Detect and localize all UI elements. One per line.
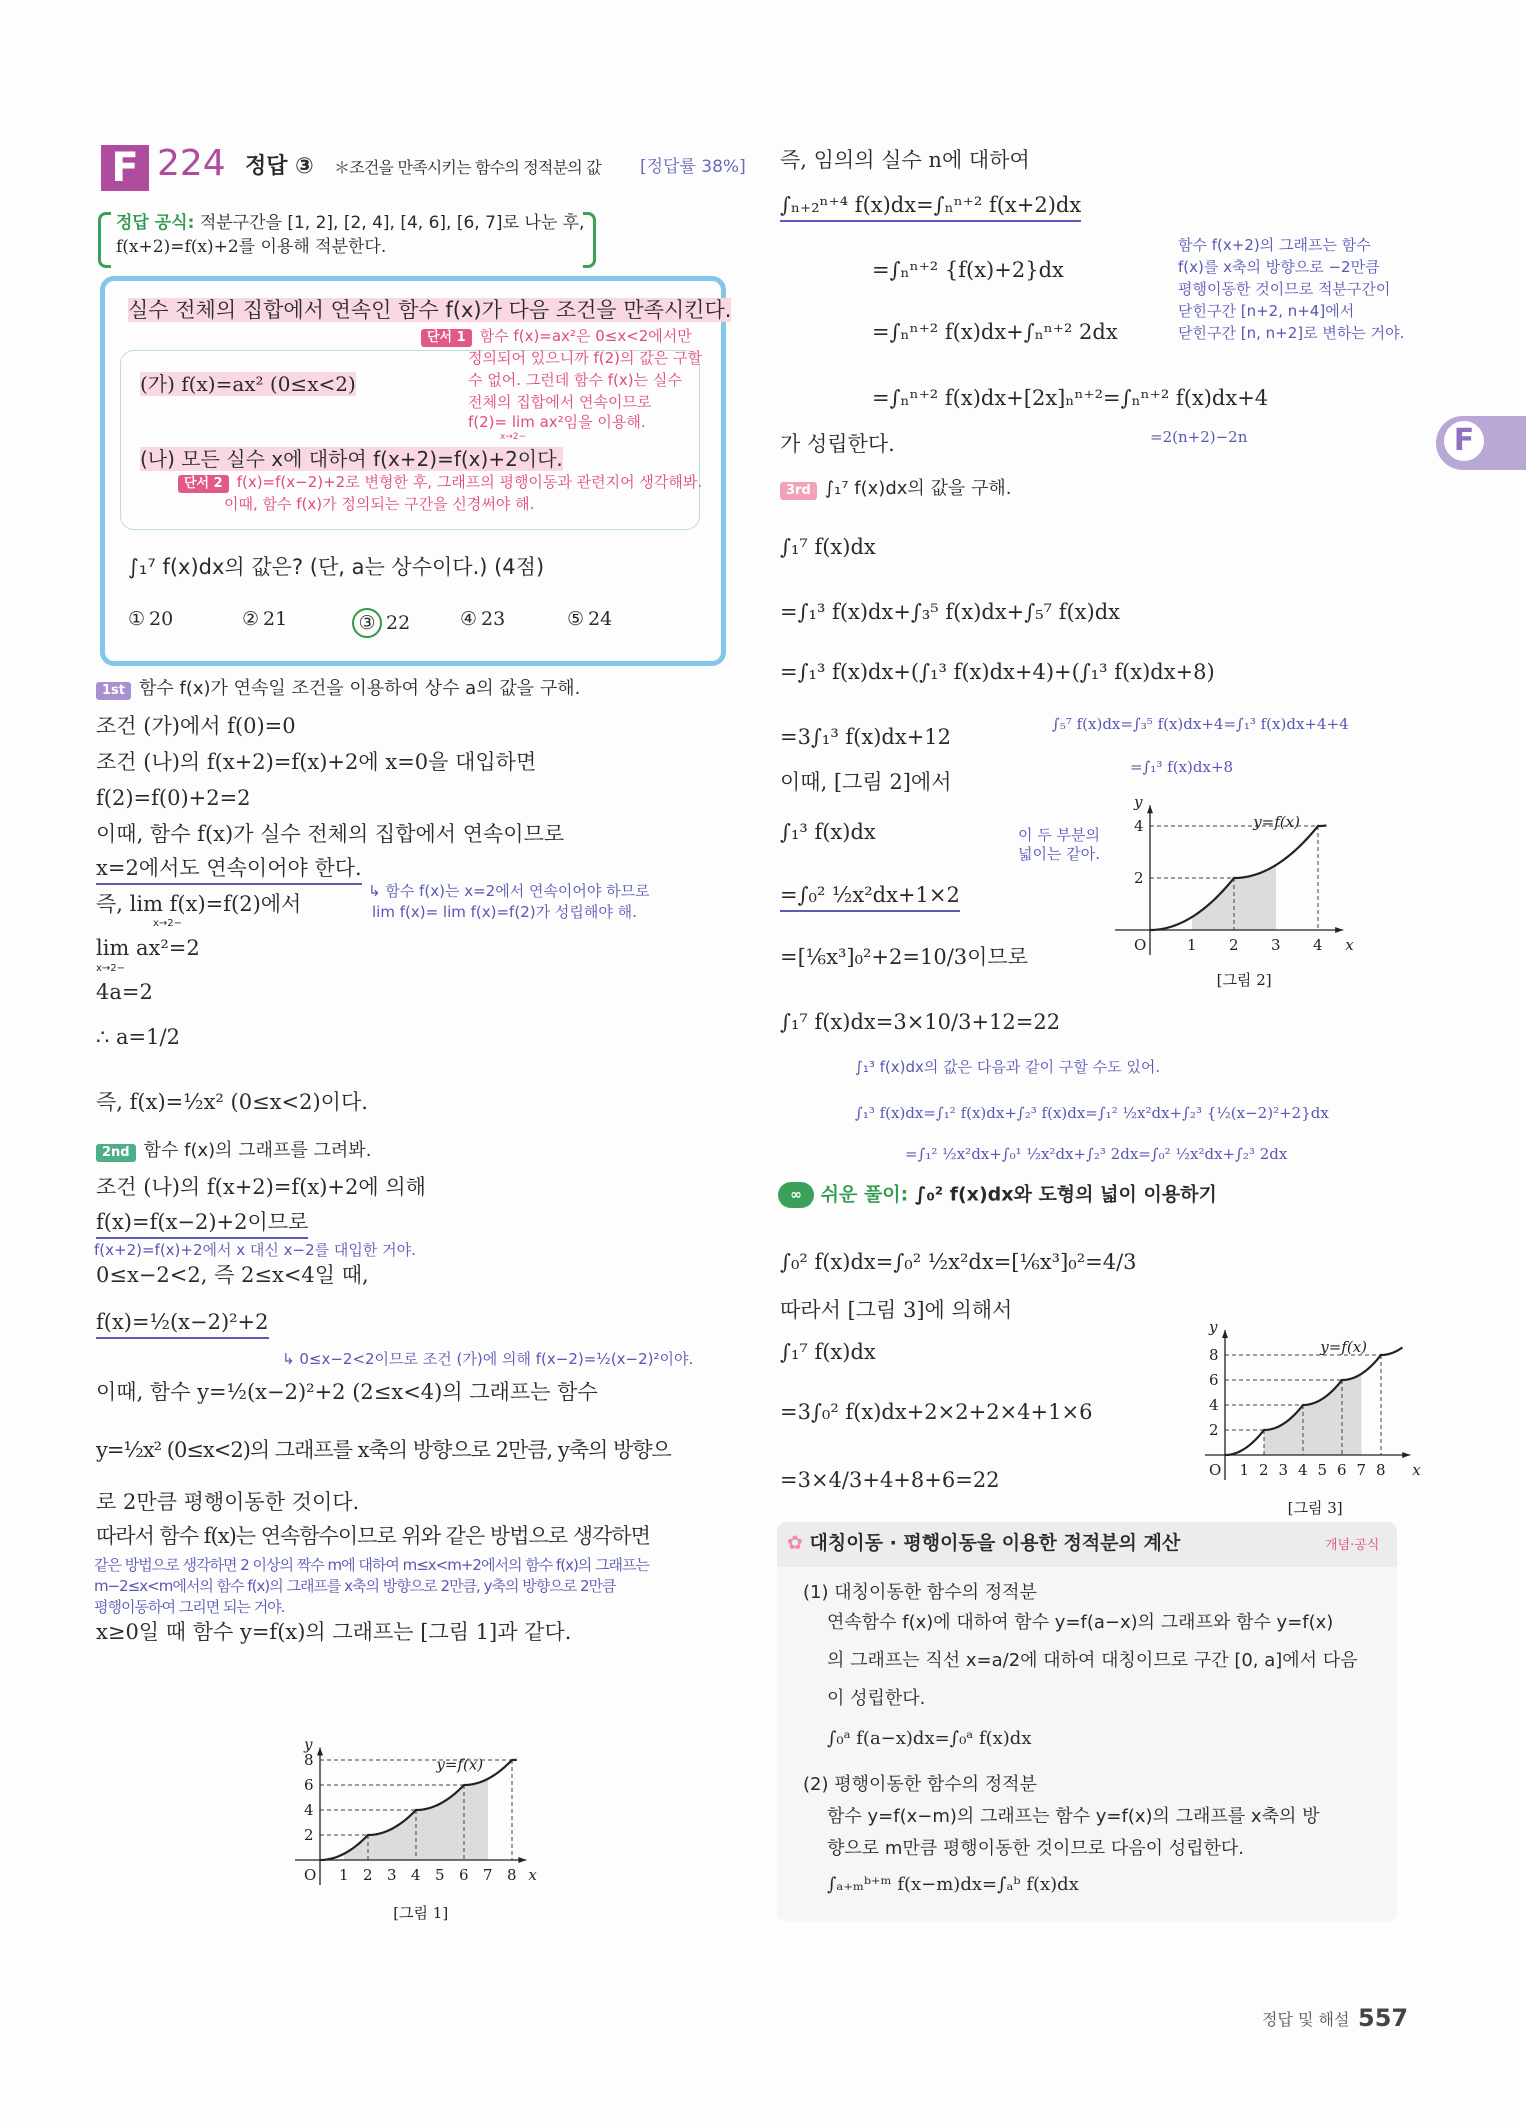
condition-a-text: (가) f(x)=ax² (0≤x<2): [140, 372, 356, 396]
binoculars-icon: ∞: [778, 1182, 814, 1208]
y-tick-label: 2: [1134, 869, 1144, 887]
choice-value: 21: [263, 608, 288, 630]
chapter-tab: [1436, 416, 1526, 470]
choice-number: ②: [242, 608, 260, 630]
step1-line: f(2)=f(0)+2=2: [96, 786, 251, 810]
x-tick-label: 4: [1313, 936, 1323, 954]
origin-label: O: [304, 1866, 317, 1884]
choice-2[interactable]: [242, 608, 287, 631]
choice-number: ④: [460, 608, 478, 630]
step2-line: 조건 (나)의 f(x+2)=f(x)+2에 의해: [96, 1175, 426, 1199]
x-tick-label: 7: [483, 1866, 493, 1884]
figure-3: [1200, 1250, 1430, 1517]
easy-solution-heading: [778, 1182, 1217, 1208]
step1-line: x=2에서도 연속이어야 한다.: [96, 856, 362, 885]
concept-line: 연속함수 f(x)에 대하여 함수 y=f(a−x)의 그래프와 함수 y=f(x): [827, 1612, 1334, 1633]
condition-a: [140, 372, 356, 396]
concept-badge: 개념·공식: [1325, 1538, 1380, 1553]
condition-b: [140, 447, 563, 471]
y-tick-label: 4: [304, 1801, 314, 1819]
y-tick-label: 2: [1209, 1421, 1219, 1439]
concept-line: 이 성립한다.: [827, 1688, 926, 1709]
shift-note: 닫힌구간 [n, n+2]로 변하는 거야.: [1178, 324, 1405, 342]
clue1-line: f(2)= lim ax²임을 이용해.: [468, 413, 646, 431]
topic: ＊조건을 만족시키는 함수의 정적분의 값: [334, 158, 601, 177]
x-tick-label: 6: [459, 1866, 469, 1884]
bracket-left: [98, 212, 111, 268]
step2-note-text: 0≤x−2<2이므로 조건 (가)에 의해 f(x−2)=½(x−2)²이야.: [299, 1350, 694, 1368]
x-tick-label: 3: [1271, 936, 1281, 954]
x-axis-arrow: [1335, 927, 1343, 933]
step3-line: ∫₁³ f(x)dx: [780, 820, 876, 844]
formula-line1: [116, 213, 584, 233]
right-line: =∫ₙⁿ⁺² {f(x)+2}dx: [872, 258, 1064, 282]
step3-line: =3∫₁³ f(x)dx+12: [780, 725, 952, 749]
answer-label: 정답 ③: [245, 154, 314, 179]
choice-number: ⑤: [567, 608, 585, 630]
figure-caption: [그림 3]: [1287, 1499, 1343, 1517]
step1-line: 조건 (가)에서 f(0)=0: [96, 714, 296, 738]
step1-note-line: lim f(x)= lim f(x)=f(2)가 성립해야 해.: [372, 903, 637, 921]
step3-heading: [780, 478, 1012, 500]
clue2-tag: 단서 2: [178, 475, 229, 493]
chapter-tab-label: F: [1444, 421, 1484, 461]
choice-number: ①: [128, 608, 146, 630]
step2-note: 같은 방법으로 생각하면 2 이상의 짝수 m에 대하여 m≤x<m+2에서의 함수 f(x)의 그래프는: [94, 1556, 650, 1574]
x-tick-label: 5: [1317, 1461, 1328, 1479]
y-axis-arrow: [1222, 1330, 1228, 1338]
step3-line: ∫₁⁷ f(x)dx=3×10/3+12=22: [780, 1010, 1061, 1034]
step3-line: =∫₁³ f(x)dx+(∫₁³ f(x)dx+4)+(∫₁³ f(x)dx+8): [780, 660, 1215, 684]
step1-line: 이때, 함수 f(x)가 실수 전체의 집합에서 연속이므로: [96, 822, 565, 846]
question: ∫₁⁷ f(x)dx의 값은? (단, a는 상수이다.) (4점): [128, 555, 545, 579]
choice-value: 20: [149, 608, 174, 630]
clue1-line: 전체의 집합에서 연속이므로: [468, 393, 652, 411]
step1-note-line: 함수 f(x)는 x=2에서 연속이어야 하므로: [385, 882, 650, 900]
step1-title: 함수 f(x)가 연속일 조건을 이용하여 상수 a의 값을 구해.: [139, 678, 581, 699]
step2-heading: [96, 1140, 371, 1162]
step3-title: ∫₁⁷ f(x)dx의 값을 구해.: [824, 478, 1012, 499]
concept-formula: ∫₀ᵃ f(a−x)dx=∫₀ᵃ f(x)dx: [827, 1728, 1032, 1749]
x-tick-label: 4: [1298, 1461, 1308, 1479]
step2-line: x≥0일 때 함수 y=f(x)의 그래프는 [그림 1]과 같다.: [96, 1620, 572, 1644]
x-axis-label: x: [1412, 1461, 1421, 1479]
clue1-lim-sub: x→2−: [500, 432, 527, 442]
y-axis-label: y: [1209, 1318, 1218, 1336]
x-axis-arrow: [1402, 1452, 1410, 1458]
y-axis-arrow: [317, 1748, 323, 1756]
y-axis-label: y: [1134, 793, 1143, 812]
x-tick-label: 8: [1376, 1461, 1386, 1479]
step2-note: m−2≤x<m에서의 함수 f(x)의 그래프를 x축의 방향으로 2만큼, y축의 방향으로 2만큼: [94, 1577, 616, 1595]
shaded-area: [1264, 1374, 1362, 1455]
x-tick-label: 6: [1337, 1461, 1347, 1479]
y-tick-label: 2: [304, 1826, 314, 1844]
flower-icon: ✿: [787, 1532, 803, 1554]
concept-title: [787, 1532, 1180, 1555]
step2-line: y=½x² (0≤x<2)의 그래프를 x축의 방향으로 2만큼, y축의 방향으: [96, 1438, 671, 1462]
problem-number: 224: [157, 143, 226, 184]
correct-rate: [정답률 38%]: [640, 157, 746, 177]
choice-value: 23: [481, 608, 506, 630]
step2-title: 함수 f(x)의 그래프를 그려봐.: [143, 1140, 372, 1161]
clue1: [421, 327, 692, 347]
x-tick-label: 2: [1259, 1461, 1269, 1479]
clue1-line: 정의되어 있으니까 f(2)의 값은 구할: [468, 349, 702, 367]
concept-section1-title: (1) 대칭이동한 함수의 정적분: [803, 1582, 1037, 1603]
concept-line: 함수 y=f(x−m)의 그래프는 함수 y=f(x)의 그래프를 x축의 방: [827, 1806, 1320, 1827]
step2-line: f(x)=½(x−2)²+2: [96, 1310, 269, 1339]
right-line: =∫ₙⁿ⁺² f(x)dx+∫ₙⁿ⁺² 2dx: [872, 320, 1118, 344]
curve-label: y=f(x): [436, 1755, 484, 1774]
formula-line2: f(x+2)=f(x)+2를 이용해 적분한다.: [116, 237, 387, 257]
clue2-line: f(x)=f(x−2)+2로 변형한 후, 그래프의 평행이동과 관련지어 생각해봐.: [236, 473, 703, 491]
concept-section2-title: (2) 평행이동한 함수의 정적분: [803, 1774, 1037, 1795]
page-number: 557: [1358, 2004, 1409, 2032]
step1-line: 조건 (나)의 f(x+2)=f(x)+2에 x=0을 대입하면: [96, 750, 537, 774]
condition-b-text: (나) 모든 실수 x에 대하여 f(x+2)=f(x)+2이다.: [140, 447, 563, 471]
step3-line: =∫₁³ f(x)dx+∫₃⁵ f(x)dx+∫₅⁷ f(x)dx: [780, 600, 1121, 624]
step1-line: 즉, lim f(x)=f(2)에서: [96, 892, 302, 916]
right-line: ∫ₙ₊₂ⁿ⁺⁴ f(x)dx=∫ₙⁿ⁺² f(x+2)dx: [780, 193, 1081, 222]
concept-box: [777, 1522, 1397, 1922]
step2-tag: 2nd: [96, 1144, 136, 1162]
x-tick-label: 7: [1356, 1461, 1367, 1479]
formula-label: 정답 공식:: [116, 213, 195, 233]
lim-subscript: x→2−: [96, 963, 126, 974]
x-tick-label: 2: [1229, 936, 1239, 954]
y-tick-label: 4: [1209, 1396, 1219, 1414]
right-line: 즉, 임의의 실수 n에 대하여: [780, 148, 1030, 172]
y-axis-arrow: [1147, 805, 1153, 813]
step3-note: ∫₅⁷ f(x)dx=∫₃⁵ f(x)dx+4=∫₁³ f(x)dx+4+4: [1052, 715, 1349, 733]
choice-3[interactable]: [352, 608, 410, 638]
step2-line: 0≤x−2<2, 즉 2≤x<4일 때,: [96, 1263, 369, 1287]
concept-title-text: 대칭이동 · 평행이동을 이용한 정적분의 계산: [809, 1532, 1181, 1554]
origin-label: O: [1209, 1461, 1222, 1479]
step2-note: f(x+2)=f(x)+2에서 x 대신 x−2를 대입한 거야.: [94, 1241, 416, 1259]
step3-note: =∫₁³ f(x)dx+8: [1130, 758, 1234, 776]
step1-tag: 1st: [96, 682, 131, 700]
step3-tag: 3rd: [780, 482, 817, 500]
step2-note: 평행이동하여 그리면 되는 거야.: [94, 1598, 285, 1616]
lim-subscript: x→2−: [153, 918, 183, 929]
step1-heading: [96, 678, 580, 700]
figure-note: 이 두 부분의: [1018, 826, 1100, 844]
shift-note: 평행이동한 것이므로 적분구간이: [1178, 280, 1391, 298]
figure-1: [290, 1660, 540, 1930]
clue1-line: 수 없어. 그런데 함수 f(x)는 실수: [468, 371, 682, 389]
step3-alt-note: ∫₁³ f(x)dx=∫₁² f(x)dx+∫₂³ f(x)dx=∫₁² ½x²dx+∫₂³ {½(x−2)²+2}dx: [855, 1104, 1329, 1122]
clue1-tag: 단서 1: [421, 329, 472, 347]
easy-line: ∫₁⁷ f(x)dx: [780, 1340, 876, 1364]
shift-note: 닫힌구간 [n+2, n+4]에서: [1178, 302, 1355, 320]
x-tick-label: 5: [435, 1866, 445, 1884]
easy-line: ∫₀² f(x)dx=∫₀² ½x²dx=[⅙x³]₀²=4/3: [780, 1250, 1137, 1274]
y-tick-label: 4: [1134, 817, 1144, 835]
easy-label: 쉬운 풀이:: [820, 1183, 909, 1206]
shift-note: 함수 f(x+2)의 그래프는 함수: [1178, 236, 1371, 254]
x-tick-label: 1: [1239, 1461, 1250, 1479]
shift-note: f(x)를 x축의 방향으로 −2만큼: [1178, 258, 1380, 276]
problem-intro: [128, 298, 731, 323]
bracket-right: [583, 212, 596, 268]
choice-value: 22: [386, 612, 411, 634]
y-tick-label: 8: [304, 1751, 314, 1769]
easy-line: 따라서 [그림 3]에 의해서: [780, 1298, 1013, 1322]
step2-line: 이때, 함수 y=½(x−2)²+2 (2≤x<4)의 그래프는 함수: [96, 1380, 598, 1404]
bracket-note: =2(n+2)−2n: [1150, 428, 1248, 446]
origin-label: O: [1134, 936, 1147, 954]
y-axis-label: y: [304, 1735, 313, 1754]
step3-line: 이때, [그림 2]에서: [780, 770, 952, 794]
step3-line: =∫₀² ½x²dx+1×2: [780, 883, 960, 912]
choice-5[interactable]: [567, 608, 612, 631]
y-tick-label: 6: [304, 1776, 314, 1794]
step2-note: ↳ 0≤x−2<2이므로 조건 (가)에 의해 f(x−2)=½(x−2)²이야.: [282, 1350, 694, 1368]
x-tick-label: 1: [1187, 936, 1197, 954]
step2-line: f(x)=f(x−2)+2이므로: [96, 1210, 308, 1239]
right-line: 가 성립한다.: [780, 432, 895, 456]
step1-line: 즉, f(x)=½x² (0≤x<2)이다.: [96, 1090, 368, 1114]
formula-text: 적분구간을 [1, 2], [2, 4], [4, 6], [6, 7]로 나눈 후,: [199, 213, 585, 233]
clue2: [178, 473, 702, 493]
curve-label: y=f(x): [1253, 813, 1300, 832]
y-tick-label: 6: [1209, 1371, 1219, 1389]
step1-line: 4a=2: [96, 980, 153, 1004]
x-tick-label: 8: [507, 1866, 517, 1884]
choice-value: 24: [588, 608, 613, 630]
step3-line: =[⅙x³]₀²+2=10/3이므로: [780, 945, 1029, 969]
figure-note: 넓이는 같아.: [1018, 845, 1100, 863]
x-axis-label: x: [1345, 936, 1354, 954]
concept-line: 의 그래프는 직선 x=a/2에 대하여 대칭이므로 구간 [0, a]에서 다음: [827, 1650, 1358, 1671]
concept-line: 향으로 m만큼 평행이동한 것이므로 다음이 성립한다.: [827, 1838, 1245, 1859]
figure-2: [1110, 785, 1410, 1035]
x-tick-label: 4: [411, 1866, 421, 1884]
clue2-line: 이때, 함수 f(x)가 정의되는 구간을 신경써야 해.: [224, 495, 535, 513]
step1-line: lim ax²=2: [96, 936, 200, 960]
y-tick-label: 8: [1209, 1346, 1219, 1364]
step1-line: ∴ a=1/2: [96, 1025, 180, 1049]
step2-line: 로 2만큼 평행이동한 것이다.: [96, 1490, 360, 1514]
choice-number: ③: [352, 608, 382, 638]
choice-1[interactable]: [128, 608, 173, 631]
step1-note: ↳ 함수 f(x)는 x=2에서 연속이어야 하므로: [368, 882, 650, 900]
footer-label: 정답 및 해설: [1262, 2010, 1350, 2029]
step3-alt-note: =∫₁² ½x²dx+∫₀¹ ½x²dx+∫₂³ 2dx=∫₀² ½x²dx+∫₂³ 2dx: [905, 1145, 1288, 1163]
x-tick-label: 3: [1278, 1461, 1289, 1479]
step2-line: 따라서 함수 f(x)는 연속함수이므로 위와 같은 방법으로 생각하면: [96, 1524, 650, 1548]
problem-badge: F: [101, 145, 149, 191]
curve-label: y=f(x): [1320, 1338, 1368, 1356]
x-axis-arrow: [518, 1857, 526, 1863]
step3-line: ∫₁⁷ f(x)dx: [780, 535, 876, 559]
x-tick-label: 1: [339, 1866, 349, 1884]
figure-caption: [그림 1]: [393, 1904, 449, 1922]
choice-4[interactable]: [460, 608, 505, 631]
x-axis-label: x: [528, 1866, 537, 1884]
easy-line: =3∫₀² f(x)dx+2×2+2×4+1×6: [780, 1400, 1093, 1424]
right-line: =∫ₙⁿ⁺² f(x)dx+[2x]ₙⁿ⁺²=∫ₙⁿ⁺² f(x)dx+4: [872, 386, 1269, 410]
step3-alt-note: ∫₁³ f(x)dx의 값은 다음과 같이 구할 수도 있어.: [855, 1058, 1161, 1076]
problem-intro-text: 실수 전체의 집합에서 연속인 함수 f(x)가 다음 조건을 만족시킨다.: [128, 298, 732, 322]
clue1-line: 함수 f(x)=ax²은 0≤x<2에서만: [479, 327, 692, 345]
x-tick-label: 2: [363, 1866, 373, 1884]
concept-formula: ∫ₐ₊ₘᵇ⁺ᵐ f(x−m)dx=∫ₐᵇ f(x)dx: [827, 1874, 1079, 1895]
x-tick-label: 3: [387, 1866, 397, 1884]
easy-title: ∫₀² f(x)dx와 도형의 넓이 이용하기: [914, 1183, 1217, 1206]
figure-caption: [그림 2]: [1216, 971, 1272, 989]
easy-line: =3×4/3+4+8+6=22: [780, 1468, 1000, 1492]
